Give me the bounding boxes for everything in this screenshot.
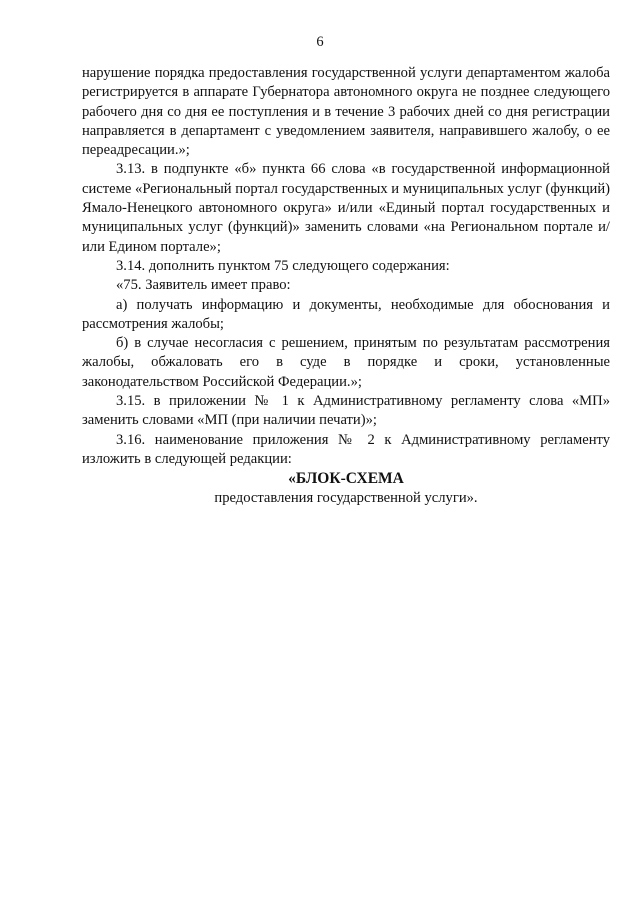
paragraph-75-b: б) в случае несогласия с решением, принятым по результатам рассмотрения жалобы, обжаловать его в суде в порядке и сроки, установленные законодательством Российской Федерации.»; xyxy=(82,335,610,390)
page-number: 6 xyxy=(316,34,324,50)
paragraph-3-16: 3.16. наименование приложения № 2 к Административному регламенту изложить в следующей редакции: xyxy=(82,431,610,467)
paragraph-3-14: 3.14. дополнить пунктом 75 следующего содержания: xyxy=(116,257,450,274)
paragraph-75-a: а) получать информацию и документы, необходимые для обоснования и рассмотрения жалобы; xyxy=(82,296,610,332)
paragraph-3-13: 3.13. в подпункте «б» пункта 66 слова «в государственной информационной системе «Региональный портал государственных и муниципальных услуг (функций) Ямало-Ненецкого автономного округа» и/или «Единый портал государственных и муниципальных услуг (функций)» заменить словами «на Региональном портале и/или Едином портале»; xyxy=(82,161,610,255)
schema-title: «БЛОК-СХЕМА xyxy=(288,470,404,488)
schema-subtitle: предоставления государственной услуги». xyxy=(214,489,478,506)
paragraph-75: «75. Заявитель имеет право: xyxy=(116,277,291,294)
paragraph-continuation: нарушение порядка предоставления государственной услуги департаментом жалоба регистрируется в аппарате Губернатора автономного округа не позднее следующего рабочего дня со дня ее поступления и в течение 3 рабочих дней со дня регистрации направляется в департамент с уведомлением заявителя, направившего жалобу, о ее переадресации.»; xyxy=(82,65,610,159)
paragraph-3-15: 3.15. в приложении № 1 к Административному регламенту слова «МП» заменить словами «МП (при наличии печати)»; xyxy=(82,393,610,429)
document-body xyxy=(82,64,610,508)
